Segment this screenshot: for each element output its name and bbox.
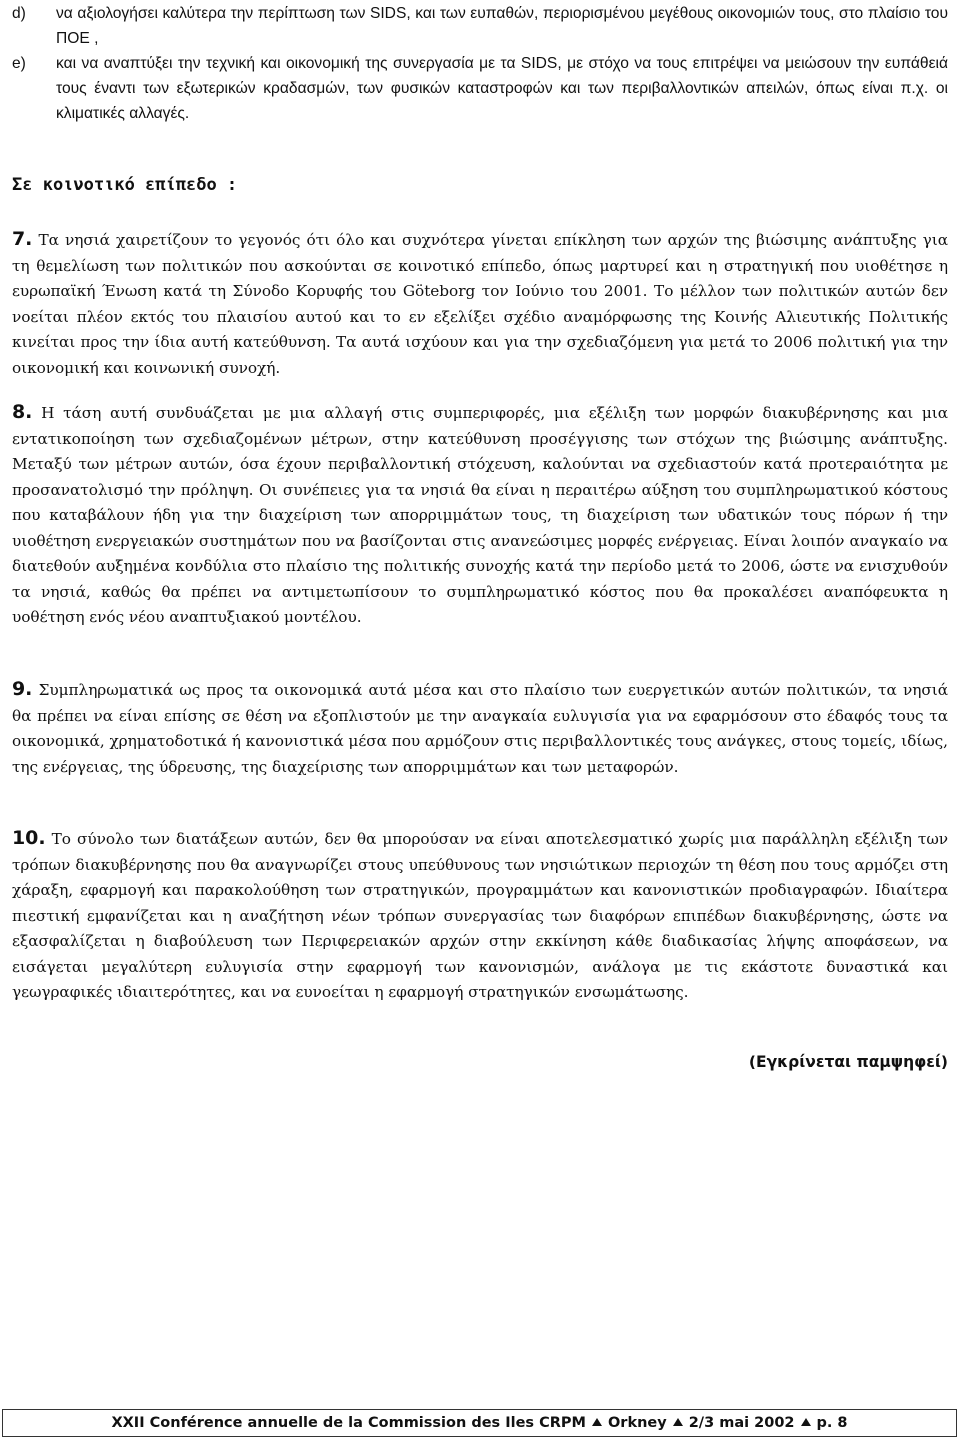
section-heading: Σε κοινοτικό επίπεδο : (12, 175, 238, 195)
triangle-up-icon (592, 1418, 602, 1426)
page-footer (2, 1409, 957, 1437)
paragraph-number: 7. (12, 228, 33, 250)
list-marker: d) (12, 5, 26, 22)
paragraph-number: 8. (12, 401, 33, 423)
footer-page-number: p. 8 (816, 1415, 848, 1431)
paragraph-number: 10. (12, 827, 46, 849)
list-marker: e) (12, 55, 26, 72)
paragraph-7 (12, 227, 948, 381)
list-item-d (12, 1, 948, 51)
list-item-text: και να αναπτύξει την τεχνική και οικονομική της συνεργασία με τα SIDS, με στόχο να τους επιτρέψει να μειώσουν την ευπάθειά τους έναντι των εξωτερικών κραδασμών, των φυσικών καταστροφών και των περιβαλλοντικών απειλών, όπως είναι π.χ. οι κλιματικές αλλαγές. (56, 55, 948, 122)
list-item-e (12, 51, 948, 126)
list-item-text: να αξιολογήσει καλύτερα την περίπτωση των SIDS, και των ευπαθών, περιορισμένου μεγέθους οικονομιών τους, στο πλαίσιο του ΠΟΕ , (56, 5, 948, 47)
triangle-up-icon (801, 1418, 811, 1426)
footer-dates: 2/3 mai 2002 (688, 1415, 795, 1431)
approval-note: (Εγκρίνεται παμψηφεί) (748, 1053, 948, 1071)
paragraph-number: 9. (12, 678, 33, 700)
triangle-up-icon (673, 1418, 683, 1426)
paragraph-text: Η τάση αυτή συνδυάζεται με μια αλλαγή στις συμπεριφορές, μια εξέλιξη των μορφών διακυβέρνησης και μια εντατικοποίηση των σχεδιαζομένων μέτρων, στην κατεύθυνση προσέγγισης των στόχων της βιώσιμης ανάπτυξης. Μεταξύ των μέτρων αυτών, όσα έχουν περιβαλλοντική στόχευση, καλούνται να σχεδιαστούν κατά προτεραιότητα με προσανατολισμό την πρόληψη. Οι συνέπειες για τα νησιά θα είναι η περαιτέρω αύξηση του συμπληρωματικού κόστους που καταβάλουν ήδη για την διαχείριση των απορριμμάτων τους, τη διαχείριση των υδατικών τους πόρων ή την υιοθέτηση ενεργειακών συστημάτων που να βασίζονται στις ανανεώσιμες μορφές ενέργειας. Είναι λοιπόν αναγκαίο να διατεθούν αυξημένα κονδύλια στο πλαίσιο της πολιτικής συνοχής κατά την περίοδο μετά το 2006, ώστε να ενισχυθούν τα νησιά, καθώς θα πρέπει να αντιμετωπίσουν το συμπληρωματικό κόστος που θα προκαλέσει αναπόφευκτα η υοθέτηση ενός νέου αναπτυξιακού μοντέλου. (12, 404, 949, 626)
paragraph-9 (12, 677, 948, 780)
paragraph-text: Τα νησιά χαιρετίζουν το γεγονός ότι όλο και συχνότερα γίνεται επίκληση των αρχών της βιώσιμης ανάπτυξης για τη θεμελίωση των πολιτικών που ασκούνται σε κοινοτικό επίπεδο, όπως μαρτυρεί και η στρατηγική που υιοθέτησε η ευρωπαϊκή Ένωση κατά τη Σύνοδο Κορυφής του Göteborg τον Ιούνιο του 2001. Το μέλλον των πολιτικών αυτών δεν νοείται πλέον εκτός του πλαισίου αυτού και το εν εξελίξει σχέδιο αναμόρφωσης της Κοινής Αλιευτικής Πολιτικής κινείται προς την ίδια αυτή κατεύθυνση. Τα αυτά ισχύουν και για την σχεδιαζόμενη για μετά το 2006 πολιτική για την οικονομική και κοινωνική συνοχή. (12, 231, 949, 377)
paragraph-text: Συμπληρωματικά ως προς τα οικονομικά αυτά μέσα και στο πλαίσιο των ευεργετικών αυτών πολιτικών, τα νησιά θα πρέπει να είναι επίσης σε θέση να εξοπλιστούν με την αναγκαία ευλυγισία για να εφαρμόσουν στο έδαφός τους τα οικονομικά, χρηματοδοτικά ή κανονιστικά μέσα που αρμόζουν στις περιβαλλοντικές τους ανάγκες, στους τομείς, ιδίως, της ενέργειας, της ύδρευσης, της διαχείρισης των απορριμμάτων και των μεταφορών. (12, 681, 949, 776)
footer-place: Orkney (607, 1415, 667, 1431)
paragraph-text: Το σύνολο των διατάξεων αυτών, δεν θα μπορούσαν να είναι αποτελεσματικό χωρίς μια παράλληλη εξέλιξη των τρόπων διακυβέρνησης που θα αναγνωρίζει στους υπεύθυνους των νησιώτικων περιοχών τη θέση που τους αρμόζει στη χάραξη, εφαρμογή και παρακολούθηση των στρατηγικών, προγραμμάτων και κανονιστικών προδιαγραφών. Ιδιαίτερα πιεστική εμφανίζεται και η αναζήτηση νέων τρόπων συνεργασίας των διαφόρων επιπέδων διακυβέρνησης, ώστε να εξασφαλίζεται η διαβούλευση των Περιφερειακών αρχών στην εκκίνηση κάθε διαδικασίας λήψης αποφάσεων, να εισάγεται μεγαλύτερη ευλυγισία στην εφαρμογή των κανονισμών, ανάλογα με τις εκάστοτε δυναστικά και γεωγραφικές ιδιαιτερότητες, και να ευνοείται η εφαρμογή στρατηγικών ενσωμάτωσης. (12, 830, 948, 1001)
paragraph-10 (12, 826, 948, 1006)
paragraph-8 (12, 400, 948, 631)
footer-conference: XXII Conférence annuelle de la Commission des Iles CRPM (111, 1415, 586, 1431)
